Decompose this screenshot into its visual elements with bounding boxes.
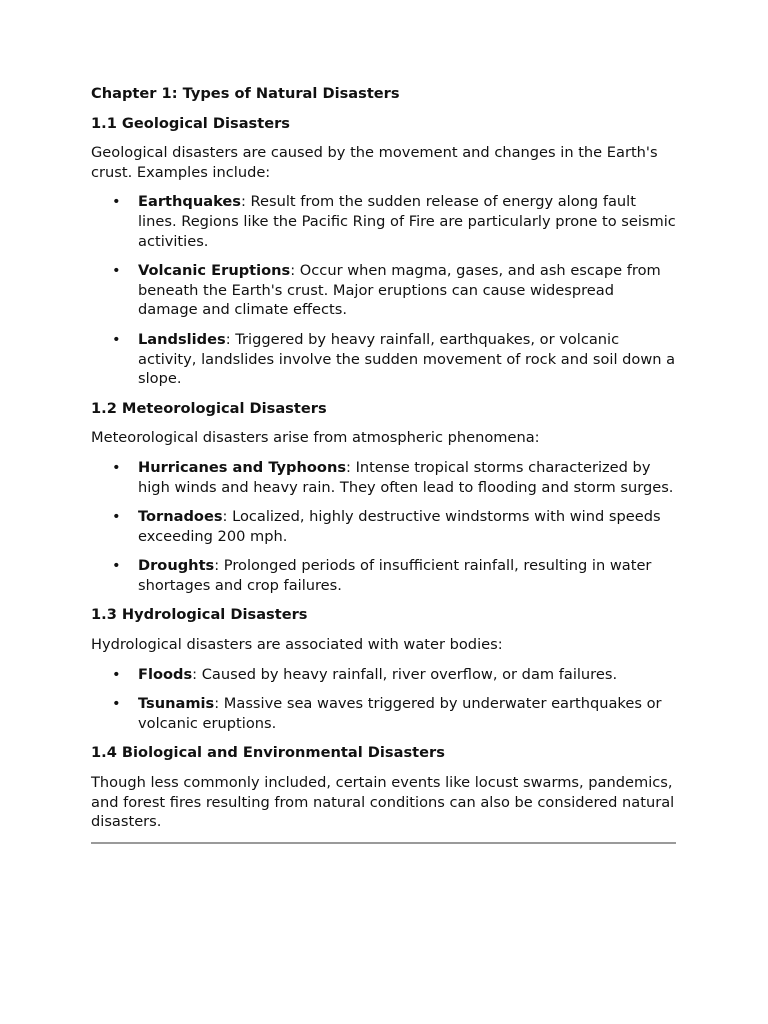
section-intro: Though less commonly included, certain events like locust swarms, pandemics, and forest fires resulting from natural conditions can also be considered natural disasters. [91, 774, 675, 831]
bullet-icon: • [112, 262, 121, 280]
list-item [91, 458, 676, 497]
section-intro: Geological disasters are caused by the movement and changes in the Earth's crust. Examples include: [91, 144, 658, 181]
section-hydrological [91, 605, 676, 733]
chapter-title: Chapter 1: Types of Natural Disasters [91, 85, 400, 102]
bullet-icon: • [112, 557, 121, 575]
list-item [91, 556, 676, 595]
item-term: Floods [138, 665, 193, 683]
item-term: Tsunamis [138, 695, 215, 713]
item-description: : Caused by heavy rainfall, river overflow, or dam failures. [192, 665, 618, 683]
bullet-icon: • [112, 193, 121, 211]
document-body [91, 84, 676, 844]
list-item [91, 261, 676, 320]
section-heading: 1.3 Hydrological Disasters [91, 606, 308, 624]
section-meteorological [91, 399, 676, 596]
section-geological [91, 114, 676, 389]
bullet-list [91, 458, 676, 596]
item-term: Droughts [138, 557, 215, 575]
item-description: : Triggered by heavy rainfall, earthquakes, or volcanic activity, landslides involve the sudden movement of rock and soil down a slope. [138, 330, 676, 388]
section-intro: Meteorological disasters arise from atmospheric phenomena: [91, 429, 540, 447]
bullet-icon: • [112, 330, 121, 348]
list-item [91, 665, 676, 685]
bullet-icon: • [112, 695, 121, 713]
section-heading: 1.1 Geological Disasters [91, 114, 290, 132]
item-description: : Result from the sudden release of energy along fault lines. Regions like the Pacific Ring of Fire are particularly prone to seismic activities. [138, 193, 676, 250]
item-term: Tornadoes [138, 508, 223, 526]
list-item [91, 192, 676, 251]
bullet-icon: • [112, 508, 121, 526]
item-term: Landslides [138, 330, 226, 348]
bullet-icon: • [112, 458, 121, 476]
bullet-list [91, 665, 676, 734]
list-item [91, 694, 676, 733]
section-heading: 1.2 Meteorological Disasters [91, 399, 327, 417]
section-heading: 1.4 Biological and Environmental Disasters [91, 744, 445, 762]
item-term: Volcanic Eruptions [138, 262, 291, 280]
horizontal-divider [91, 842, 676, 844]
section-intro: Hydrological disasters are associated with water bodies: [91, 636, 503, 654]
list-item [91, 507, 676, 546]
item-description: : Prolonged periods of insufficient rainfall, resulting in water shortages and crop failures. [138, 557, 652, 594]
bullet-list [91, 192, 676, 388]
item-term: Earthquakes [138, 193, 241, 211]
item-description: : Massive sea waves triggered by underwater earthquakes or volcanic eruptions. [138, 695, 662, 732]
bullet-icon: • [112, 665, 121, 683]
item-term: Hurricanes and Typhoons [138, 458, 347, 476]
section-biological [91, 743, 676, 831]
item-description: : Intense tropical storms characterized by high winds and heavy rain. They often lead to flooding and storm surges. [138, 458, 674, 496]
item-description: : Occur when magma, gases, and ash escape from beneath the Earth's crust. Major eruptions can cause widespread damage and climate effects. [138, 262, 661, 319]
item-description: : Localized, highly destructive windstorms with wind speeds exceeding 200 mph. [138, 508, 661, 545]
list-item [91, 330, 676, 389]
